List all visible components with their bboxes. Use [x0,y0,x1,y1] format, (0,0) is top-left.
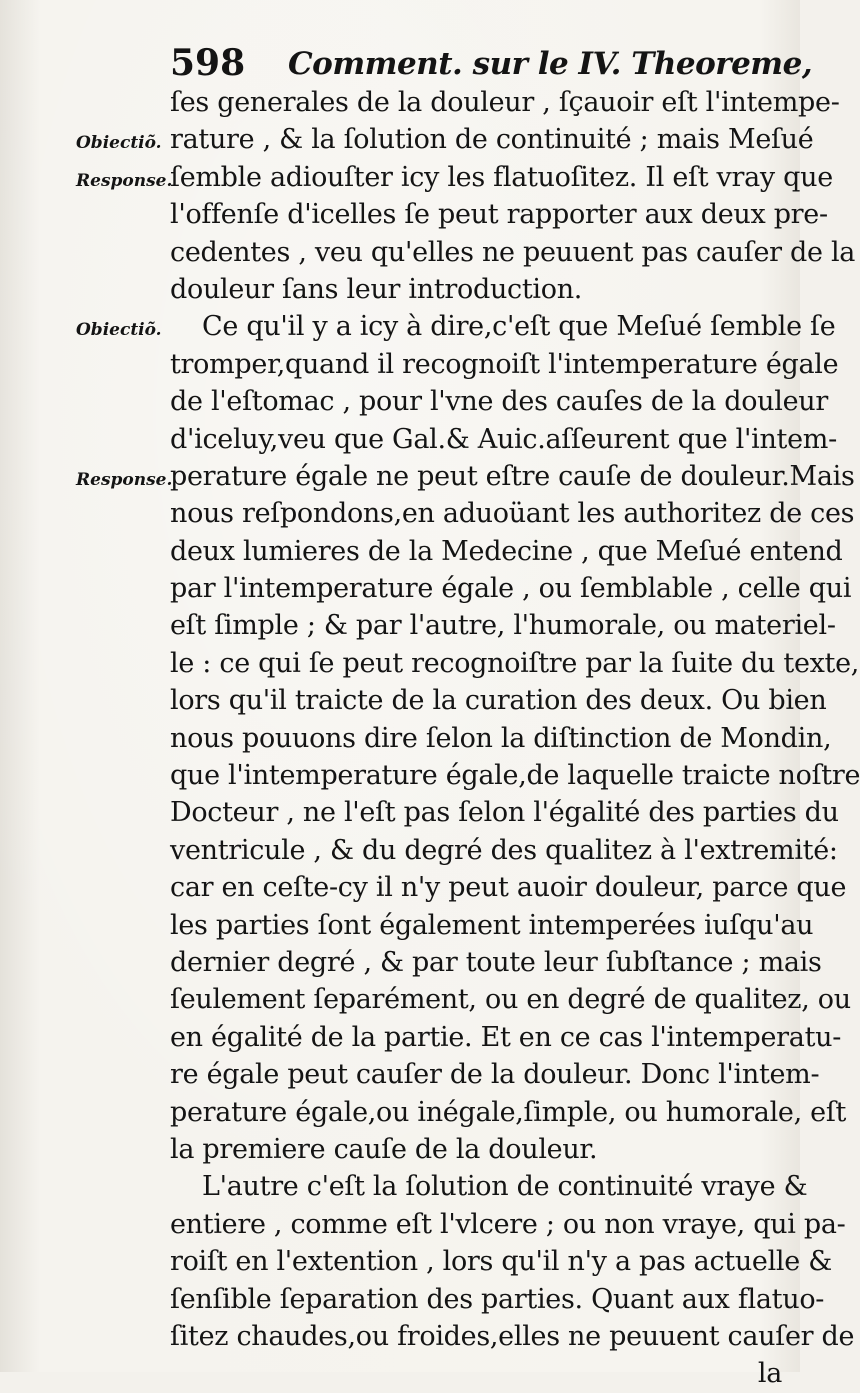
text-line: ventricule , & du degré des qualitez à l'extremité: [170,834,838,866]
text-line: dernier degré , & par toute leur ſubſtance ; mais [170,946,822,978]
text-line: cedentes , veu qu'elles ne peuuent pas cauſer de la [170,236,856,268]
text-line: d'iceluy,veu que Gal.& Auic.aſſeurent que l'intem- [170,423,837,455]
text-line: ſeulement ſeparément, ou en degré de qualitez, ou [170,984,851,1016]
text-line: l'offenſe d'icelles ſe peut rapporter aux deux pre- [170,199,828,231]
text-line: la premiere cauſe de la douleur. [170,1133,598,1165]
text-line: entiere , comme eſt l'vlcere ; ou non vraye, qui pa- [170,1208,846,1240]
margin-note: Obiectiõ. [76,320,162,341]
catchword: la [757,1358,782,1390]
text-line: ſemble adiouſter icy les flatuoſitez. Il eſt vray que [170,161,833,193]
text-line: ſenſible ſeparation des parties. Quant aux flatuo- [170,1283,825,1315]
text-line: nous reſpondons,en aduoüant les authoritez de ces [170,498,855,530]
text-line: en égalité de la partie. Et en ce cas l'intemperatu- [170,1021,842,1053]
margin-note: Obiectiõ. [76,133,162,154]
text-line: le : ce qui ſe peut recognoiſtre par la ſuite du texte, [170,647,860,679]
text-line: Ce qu'il y a icy à dire,c'eſt que Meſué ſemble ſe [202,311,836,343]
running-head: Comment. sur le IV. Theoreme, [288,46,813,82]
text-line: nous pouuons dire ſelon la diſtinction de Mondin, [170,722,832,754]
page-header [170,38,813,90]
text-line: ſitez chaudes,ou froides,elles ne peuuent cauſer de [170,1320,855,1352]
margin-note: Response. [76,170,173,191]
text-line: rature , & la ſolution de continuité ; mais Meſué [170,124,814,156]
text-line: les parties ſont également intemperées iuſqu'au [170,909,814,941]
text-line: perature égale,ou inégale,ſimple, ou humorale, eſt [170,1096,847,1128]
body-text [170,84,860,1393]
text-line: lors qu'il traicte de la curation des deux. Ou bien [170,685,827,717]
text-line: deux lumieres de la Medecine , que Meſué entend [170,535,843,567]
margin-note: Response. [76,470,173,490]
text-line: roiſt en l'extention , lors qu'il n'y a pas actuelle & [170,1246,832,1278]
text-line: re égale peut cauſer de la douleur. Donc l'intem- [170,1059,820,1091]
text-line: perature égale ne peut eſtre cauſe de douleur.Mais [170,460,855,492]
text-line: car en ceſte-cy il n'y peut auoir douleur, parce que [170,872,847,904]
text-line: eſt ſimple ; & par l'autre, l'humorale, ou materiel- [170,610,836,642]
page-number: 598 [170,42,246,84]
text-line: douleur ſans leur introduction. [170,273,583,305]
text-line: tromper,quand il recognoiſt l'intemperature égale [170,348,839,380]
text-line: par l'intemperature égale , ou ſemblable , celle qui [170,573,852,605]
text-line: que l'intemperature égale,de laquelle traicte noſtre [170,760,860,792]
text-line: L'autre c'eſt la ſolution de continuité vraye & [202,1171,808,1203]
text-line: ſes generales de la douleur , ſçauoir eſt l'intempe- [170,87,840,118]
text-line: de l'eſtomac , pour l'vne des cauſes de la douleur [170,386,828,418]
text-line: Docteur , ne l'eſt pas ſelon l'égalité des parties du [170,797,839,829]
